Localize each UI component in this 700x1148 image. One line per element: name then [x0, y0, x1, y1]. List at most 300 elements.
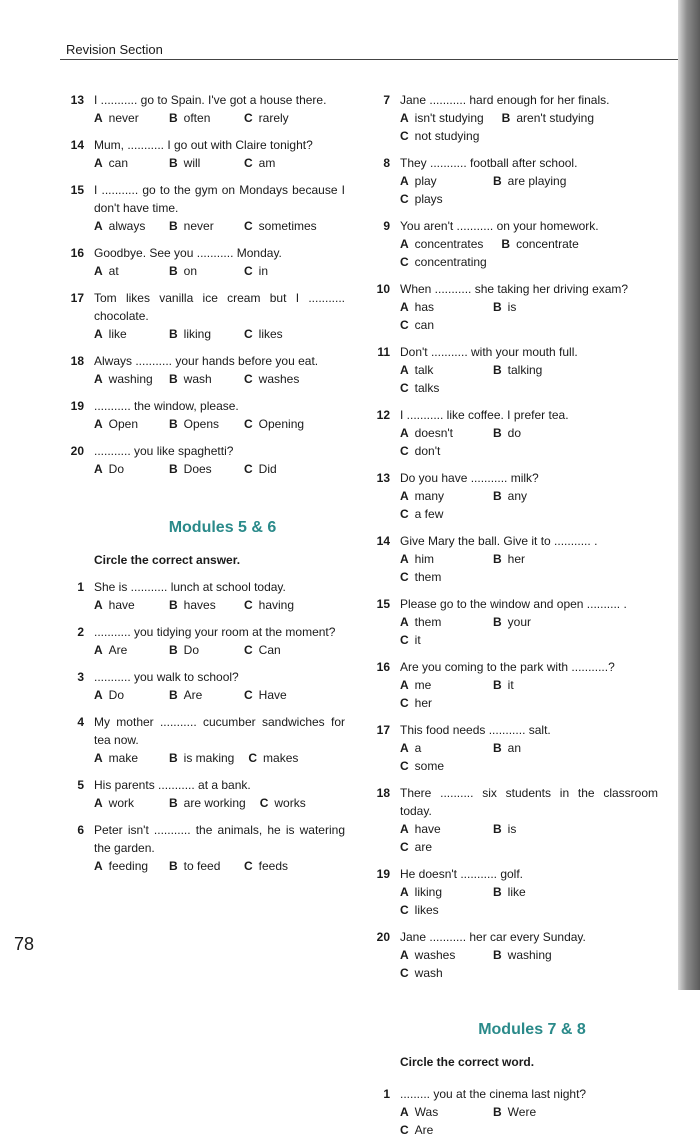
answer-option-b[interactable]: [493, 883, 586, 901]
option-letter: B: [493, 678, 502, 692]
answer-option-a[interactable]: [94, 686, 169, 704]
option-text: me: [414, 678, 432, 692]
exercise-item: [366, 595, 658, 649]
exercise-item: [60, 397, 345, 433]
option-text: have: [414, 822, 441, 836]
answer-options: [400, 361, 658, 397]
option-letter: A: [94, 462, 103, 476]
item-number: 12: [376, 408, 390, 422]
answer-option-c[interactable]: [400, 631, 493, 649]
answer-options: [94, 109, 345, 127]
option-text: works: [274, 796, 306, 810]
option-letter: B: [169, 156, 178, 170]
option-letter: C: [244, 111, 253, 125]
answer-option-a[interactable]: [94, 460, 169, 478]
section-title-modules-5-6: Modules 5 & 6: [168, 519, 277, 536]
option-letter: B: [493, 948, 502, 962]
answer-option-b[interactable]: [493, 298, 586, 316]
option-text: Can: [258, 643, 281, 657]
item-number: 5: [77, 778, 84, 792]
option-text: are playing: [507, 174, 567, 188]
option-text: him: [414, 552, 435, 566]
answer-options: [400, 109, 658, 145]
option-text: is: [507, 300, 517, 314]
option-letter: B: [169, 264, 178, 278]
answer-option-b[interactable]: [493, 172, 566, 190]
exercise-item: [366, 280, 658, 334]
answer-option-a[interactable]: [400, 883, 493, 901]
answer-option-c[interactable]: [244, 415, 319, 433]
option-text: are working: [183, 796, 246, 810]
option-text: it: [414, 633, 421, 647]
answer-option-b[interactable]: [169, 415, 244, 433]
option-letter: C: [400, 903, 409, 917]
answer-options: [94, 857, 345, 875]
option-text: Have: [258, 688, 287, 702]
option-letter: B: [493, 1105, 502, 1119]
option-letter: A: [400, 741, 409, 755]
answer-option-b[interactable]: [169, 749, 234, 767]
option-text: likes: [414, 903, 439, 917]
option-text: washes: [258, 372, 300, 386]
option-text: talks: [414, 381, 440, 395]
answer-option-b[interactable]: [493, 550, 586, 568]
exercise-item: [60, 442, 345, 478]
option-letter: C: [400, 633, 409, 647]
option-letter: B: [493, 300, 502, 314]
option-letter: A: [400, 948, 409, 962]
option-text: washing: [108, 372, 153, 386]
option-letter: A: [400, 426, 409, 440]
option-text: feeding: [108, 859, 149, 873]
option-letter: C: [400, 381, 409, 395]
answer-option-c[interactable]: [400, 127, 479, 145]
option-text: her: [507, 552, 526, 566]
option-letter: C: [400, 840, 409, 854]
item-number: 7: [383, 93, 390, 107]
answer-options: [94, 370, 345, 388]
option-text: is making: [183, 751, 235, 765]
answer-option-c[interactable]: [400, 442, 493, 460]
option-letter: A: [400, 822, 409, 836]
answer-option-c[interactable]: [244, 370, 319, 388]
option-letter: A: [94, 598, 103, 612]
option-text: never: [108, 111, 139, 125]
question-text: I ........... like coffee. I prefer tea.: [400, 408, 569, 422]
answer-options: [400, 739, 658, 775]
option-letter: A: [94, 219, 103, 233]
option-letter: C: [244, 859, 253, 873]
answer-option-c[interactable]: [244, 596, 319, 614]
answer-option-c[interactable]: [400, 253, 487, 271]
exercise-item: [366, 406, 658, 460]
answer-option-b[interactable]: [169, 262, 244, 280]
option-text: Were: [507, 1105, 537, 1119]
answer-option-b[interactable]: [169, 596, 244, 614]
option-letter: A: [400, 111, 409, 125]
question-text: Tom likes vanilla ice cream but I ........... chocolate.: [94, 291, 345, 323]
answer-option-a[interactable]: [94, 217, 169, 235]
option-text: concentrate: [516, 237, 579, 251]
exercise-item: [60, 578, 345, 614]
answer-option-a[interactable]: [94, 415, 169, 433]
exercise-item: [366, 217, 658, 271]
option-text: a few: [414, 507, 444, 521]
exercise-item: [60, 352, 345, 388]
exercise-item: [60, 91, 345, 127]
option-letter: B: [493, 552, 502, 566]
exercise-item: [60, 623, 345, 659]
question-text: Always ........... your hands before you eat.: [94, 354, 319, 368]
option-text: washing: [507, 948, 552, 962]
answer-option-b[interactable]: [493, 361, 586, 379]
option-letter: C: [400, 255, 409, 269]
answer-options: [400, 298, 658, 334]
option-text: many: [414, 489, 445, 503]
header-rule: [60, 59, 680, 60]
answer-option-b[interactable]: [493, 424, 586, 442]
option-text: Opens: [183, 417, 220, 431]
option-letter: A: [94, 372, 103, 386]
option-letter: C: [259, 796, 269, 810]
exercise-item: [366, 532, 658, 586]
answer-option-a[interactable]: [94, 857, 169, 875]
option-letter: A: [94, 264, 103, 278]
option-text: always: [108, 219, 146, 233]
book-spine-shadow: [678, 0, 700, 990]
answer-option-b[interactable]: [169, 794, 246, 812]
option-letter: C: [244, 462, 253, 476]
option-letter: C: [244, 688, 253, 702]
answer-option-b[interactable]: [501, 235, 578, 253]
option-text: liking: [414, 885, 443, 899]
item-number: 16: [376, 660, 390, 674]
answer-option-c[interactable]: [400, 190, 493, 208]
answer-option-a[interactable]: [400, 613, 493, 631]
option-letter: C: [400, 129, 409, 143]
answer-option-b[interactable]: [169, 217, 244, 235]
option-letter: B: [501, 237, 511, 251]
exercise-item: [60, 713, 345, 767]
item-number: 18: [70, 354, 84, 368]
answer-options: [400, 820, 658, 856]
item-number: 10: [376, 282, 390, 296]
option-letter: C: [400, 570, 409, 584]
option-letter: B: [169, 751, 178, 765]
option-letter: A: [400, 237, 409, 251]
question-text: Goodbye. See you ........... Monday.: [94, 246, 282, 260]
item-number: 20: [70, 444, 84, 458]
option-letter: A: [400, 363, 409, 377]
option-text: can: [414, 318, 435, 332]
exercise-item: [366, 1085, 658, 1139]
option-text: to feed: [183, 859, 221, 873]
option-text: doesn't: [414, 426, 453, 440]
option-letter: B: [493, 174, 502, 188]
answer-option-a[interactable]: [400, 676, 493, 694]
answer-options: [400, 424, 658, 460]
answer-option-c[interactable]: [244, 154, 319, 172]
item-number: 14: [376, 534, 390, 548]
left-items-top: [60, 91, 345, 478]
right-items-top: [366, 91, 658, 982]
question-text: Jane ........... hard enough for her finals.: [400, 93, 610, 107]
answer-option-c[interactable]: [244, 217, 317, 235]
option-letter: C: [400, 444, 409, 458]
option-text: aren't studying: [516, 111, 595, 125]
option-letter: C: [400, 192, 409, 206]
exercise-item: [366, 865, 658, 919]
answer-options: [400, 946, 658, 982]
option-letter: A: [94, 111, 103, 125]
answer-option-a[interactable]: [400, 298, 493, 316]
item-number: 13: [70, 93, 84, 107]
question-text: There .......... six students in the classroom today.: [400, 786, 658, 818]
section-title-modules-7-8: Modules 7 & 8: [478, 1021, 586, 1038]
answer-option-b[interactable]: [493, 820, 586, 838]
question-text: Peter isn't ........... the animals, he is watering the garden.: [94, 823, 345, 855]
answer-option-c[interactable]: [244, 325, 319, 343]
question-text: ........... you tidying your room at the moment?: [94, 625, 336, 639]
answer-option-c[interactable]: [400, 1121, 493, 1139]
option-letter: B: [493, 885, 502, 899]
option-text: Do: [183, 643, 200, 657]
answer-options: [94, 325, 345, 343]
answer-option-a[interactable]: [400, 820, 493, 838]
item-number: 1: [383, 1087, 390, 1101]
exercise-item: [366, 343, 658, 397]
option-text: them: [414, 615, 442, 629]
exercise-item: [60, 776, 345, 812]
option-text: Are: [108, 643, 128, 657]
item-number: 9: [383, 219, 390, 233]
item-number: 8: [383, 156, 390, 170]
answer-option-c[interactable]: [244, 109, 319, 127]
question-text: ........... you like spaghetti?: [94, 444, 234, 458]
exercise-item: [366, 154, 658, 208]
item-number: 19: [70, 399, 84, 413]
question-text: You aren't ........... on your homework.: [400, 219, 599, 233]
answer-option-c[interactable]: [400, 379, 493, 397]
answer-options: [94, 749, 345, 767]
answer-option-a[interactable]: [94, 596, 169, 614]
option-text: them: [414, 570, 442, 584]
answer-option-c[interactable]: [400, 505, 493, 523]
answer-option-c[interactable]: [244, 686, 319, 704]
option-text: talk: [414, 363, 434, 377]
answer-option-b[interactable]: [493, 613, 586, 631]
answer-options: [94, 794, 345, 812]
option-text: are: [414, 840, 433, 854]
option-text: wash: [183, 372, 212, 386]
answer-option-c[interactable]: [400, 901, 493, 919]
option-text: liking: [183, 327, 212, 341]
exercise-item: [60, 136, 345, 172]
option-letter: A: [400, 885, 409, 899]
question-text: She is ........... lunch at school today.: [94, 580, 286, 594]
answer-option-b[interactable]: [169, 641, 244, 659]
item-number: 1: [77, 580, 84, 594]
option-text: Are: [183, 688, 203, 702]
option-text: can: [108, 156, 129, 170]
option-letter: A: [400, 678, 409, 692]
answer-option-b[interactable]: [493, 487, 586, 505]
option-letter: A: [400, 552, 409, 566]
question-text: Jane ........... her car every Sunday.: [400, 930, 586, 944]
item-number: 17: [70, 291, 84, 305]
instruction-left: Circle the correct answer.: [94, 553, 241, 567]
option-letter: B: [169, 796, 178, 810]
answer-option-b[interactable]: [169, 325, 244, 343]
exercise-item: [366, 658, 658, 712]
question-text: Do you have ........... milk?: [400, 471, 539, 485]
option-letter: B: [169, 417, 178, 431]
answer-option-b[interactable]: [169, 109, 244, 127]
answer-option-c[interactable]: [244, 857, 319, 875]
option-text: make: [108, 751, 139, 765]
answer-option-c[interactable]: [400, 964, 493, 982]
answer-option-a[interactable]: [400, 1103, 493, 1121]
answer-options: [400, 613, 658, 649]
option-text: has: [414, 300, 435, 314]
question-text: Are you coming to the park with ...........?: [400, 660, 615, 674]
option-letter: C: [400, 696, 409, 710]
option-text: never: [183, 219, 214, 233]
option-letter: A: [94, 156, 103, 170]
option-text: some: [414, 759, 445, 773]
exercise-item: [60, 668, 345, 704]
option-letter: C: [244, 219, 253, 233]
option-letter: A: [94, 417, 103, 431]
answer-option-c[interactable]: [244, 460, 319, 478]
answer-option-a[interactable]: [94, 370, 169, 388]
option-text: Opening: [258, 417, 305, 431]
option-text: Do: [108, 462, 125, 476]
answer-option-b[interactable]: [493, 676, 586, 694]
answer-option-c[interactable]: [260, 794, 335, 812]
answer-option-a[interactable]: [94, 262, 169, 280]
answer-option-b[interactable]: [493, 1103, 586, 1121]
item-number: 16: [70, 246, 84, 260]
option-text: Was: [414, 1105, 439, 1119]
option-letter: B: [169, 598, 178, 612]
option-text: don't: [414, 444, 441, 458]
option-letter: A: [400, 1105, 409, 1119]
option-letter: A: [94, 688, 103, 702]
question-text: My mother ........... cucumber sandwiches for tea now.: [94, 715, 345, 747]
question-text: ........... the window, please.: [94, 399, 239, 413]
exercise-item: [366, 784, 658, 856]
answer-option-a[interactable]: [400, 109, 484, 127]
option-text: feeds: [258, 859, 289, 873]
option-text: haves: [183, 598, 216, 612]
answer-options: [94, 154, 345, 172]
option-text: have: [108, 598, 135, 612]
option-text: like: [108, 327, 127, 341]
answer-option-a[interactable]: [400, 361, 493, 379]
question-text: Give Mary the ball. Give it to ........... .: [400, 534, 598, 548]
option-text: will: [183, 156, 201, 170]
option-letter: C: [244, 598, 253, 612]
answer-option-a[interactable]: [94, 154, 169, 172]
option-text: in: [258, 264, 269, 278]
exercise-item: [366, 721, 658, 775]
option-letter: A: [94, 327, 103, 341]
option-letter: B: [493, 741, 502, 755]
option-letter: A: [94, 751, 103, 765]
answer-option-a[interactable]: [94, 325, 169, 343]
option-letter: C: [244, 643, 253, 657]
option-text: Do: [108, 688, 125, 702]
option-text: play: [414, 174, 437, 188]
answer-option-c[interactable]: [400, 568, 493, 586]
answer-option-b[interactable]: [169, 686, 244, 704]
option-letter: C: [244, 264, 253, 278]
answer-option-a[interactable]: [94, 749, 169, 767]
answer-option-b[interactable]: [502, 109, 594, 127]
answer-option-a[interactable]: [94, 641, 169, 659]
question-text: His parents ........... at a bank.: [94, 778, 251, 792]
option-letter: A: [400, 489, 409, 503]
answer-option-c[interactable]: [400, 838, 493, 856]
answer-option-c[interactable]: [244, 641, 319, 659]
option-letter: C: [400, 1123, 409, 1137]
answer-option-b[interactable]: [493, 946, 586, 964]
answer-options: [94, 641, 345, 659]
answer-option-c[interactable]: [400, 757, 493, 775]
answer-option-a[interactable]: [400, 946, 493, 964]
option-letter: C: [400, 966, 409, 980]
answer-option-b[interactable]: [169, 857, 244, 875]
answer-option-a[interactable]: [400, 739, 493, 757]
answer-option-a[interactable]: [400, 172, 493, 190]
answer-option-b[interactable]: [169, 460, 244, 478]
option-letter: A: [400, 300, 409, 314]
exercise-item: [60, 181, 345, 235]
option-text: Does: [183, 462, 212, 476]
answer-option-a[interactable]: [94, 794, 169, 812]
answer-option-c[interactable]: [244, 262, 319, 280]
answer-option-b[interactable]: [169, 154, 244, 172]
answer-option-a[interactable]: [400, 487, 493, 505]
answer-option-a[interactable]: [400, 550, 493, 568]
exercise-item: [366, 469, 658, 523]
answer-option-a[interactable]: [400, 235, 483, 253]
option-text: often: [183, 111, 211, 125]
item-number: 6: [77, 823, 84, 837]
option-letter: A: [94, 796, 103, 810]
option-text: isn't studying: [414, 111, 484, 125]
answer-option-c[interactable]: [400, 316, 493, 334]
exercise-item: [366, 928, 658, 982]
question-text: ......... you at the cinema last night?: [400, 1087, 587, 1101]
answer-option-a[interactable]: [94, 109, 169, 127]
option-text: talking: [507, 363, 543, 377]
option-letter: B: [493, 615, 502, 629]
option-text: like: [507, 885, 526, 899]
option-text: is: [507, 822, 517, 836]
answer-option-b[interactable]: [169, 370, 244, 388]
question-text: Please go to the window and open .......... .: [400, 597, 627, 611]
answer-option-c[interactable]: [248, 749, 323, 767]
answer-option-b[interactable]: [493, 739, 586, 757]
answer-options: [400, 235, 658, 271]
answer-options: [400, 550, 658, 586]
option-letter: B: [169, 111, 178, 125]
answer-option-c[interactable]: [400, 694, 493, 712]
option-text: on: [183, 264, 198, 278]
answer-option-a[interactable]: [400, 424, 493, 442]
